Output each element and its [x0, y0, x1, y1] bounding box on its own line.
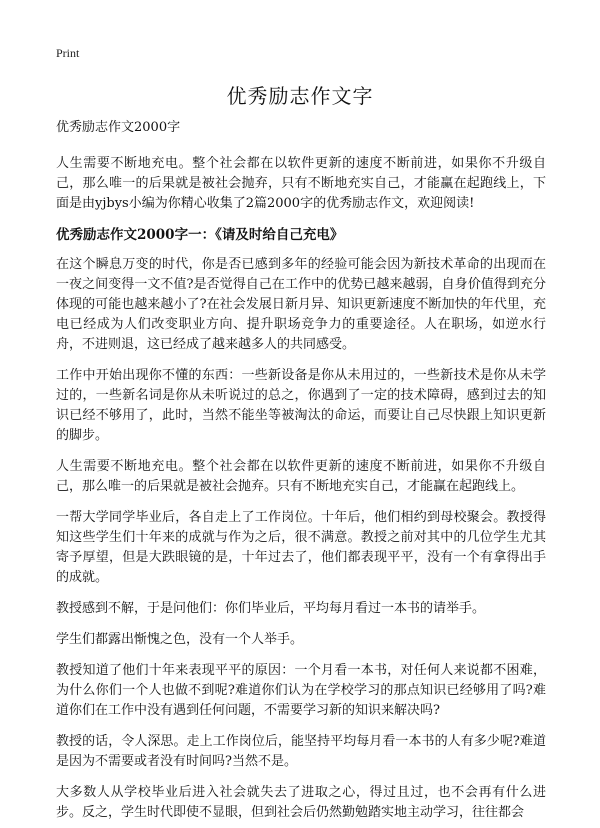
section-heading: 优秀励志作文2000字一：《请及时给自己充电》	[56, 227, 344, 243]
intro-paragraph: 人生需要不断地充电。整个社会都在以软件更新的速度不断前进，如果你不升级自己，那么唯一的后果就是被社会抛弃，只有不断地充实自己，才能赢在起跑线上，下面是由yjbys小编为你精心收集了2篇2000字的优秀励志作文，欢迎阅读!	[56, 156, 546, 211]
paragraph: 教授的话，令人深思。走上工作岗位后，能坚持平均每月看一本书的人有多少呢?难道是因为不需要或者没有时间吗?当然不是。	[56, 734, 546, 769]
article-subtitle: 优秀励志作文2000字	[56, 120, 181, 135]
article-body	[56, 118, 546, 828]
page-title: 优秀励志作文字	[226, 84, 374, 108]
paragraph: 学生们都露出惭愧之色，没有一个人举手。	[56, 632, 304, 647]
paragraph: 一帮大学同学毕业后，各自走上了工作岗位。十年后，他们相约到母校聚会。教授得知这些学生们十年来的成就与作为之后，很不满意。教授之前对其中的几位学生尤其寄予厚望，但是大跌眼镜的是，十年过去了，他们都表现平平，没有一个有拿得出手的成就。	[56, 510, 546, 585]
paragraph: 教授知道了他们十年来表现平平的原因：一个月看一本书，对任何人来说都不困难，为什么你们一个人也做不到呢?难道你们认为在学校学习的那点知识已经够用了吗?难道你们在工作中没有遇到任何问题，不需要学习新的知识来解决吗?	[56, 663, 546, 718]
paragraph: 工作中开始出现你不懂的东西：一些新设备是你从未用过的，一些新技术是你从未学过的，一些新名词是你从未听说过的总之，你遇到了一定的技术障碍，感到过去的知识已经不够用了，此时，当然不能坐等被淘汰的命运，而要让自己尽快跟上知识更新的脚步。	[56, 368, 546, 443]
paragraph: 在这个瞬息万变的时代，你是否已感到多年的经验可能会因为新技术革命的出现而在一夜之间变得一文不值?是否觉得自己在工作中的优势已越来越弱，自身价值得到充分体现的可能也越来越小了?在社会发展日新月异、知识更新速度不断加快的年代里，充电已经成为人们改变职业方向、提升职场竞争力的重要途径。人在职场，如逆水行舟，不进则退，这已经成了越来越多人的共同感受。	[56, 257, 546, 352]
paragraph: 人生需要不断地充电。整个社会都在以软件更新的速度不断前进，如果你不升级自己，那么唯一的后果就是被社会抛弃。只有不断地充实自己，才能赢在起跑线上。	[56, 459, 546, 494]
paragraph: 大多数人从学校毕业后进入社会就失去了进取之心，得过且过，也不会再有什么进步。反之，学生时代即使不显眼，但到社会后仍然勤勉踏实地主动学习，往往都会	[56, 785, 546, 820]
paragraph: 教授感到不解，于是问他们：你们毕业后，平均每月看过一本书的请举手。	[56, 601, 486, 616]
print-label: Print	[56, 46, 80, 60]
